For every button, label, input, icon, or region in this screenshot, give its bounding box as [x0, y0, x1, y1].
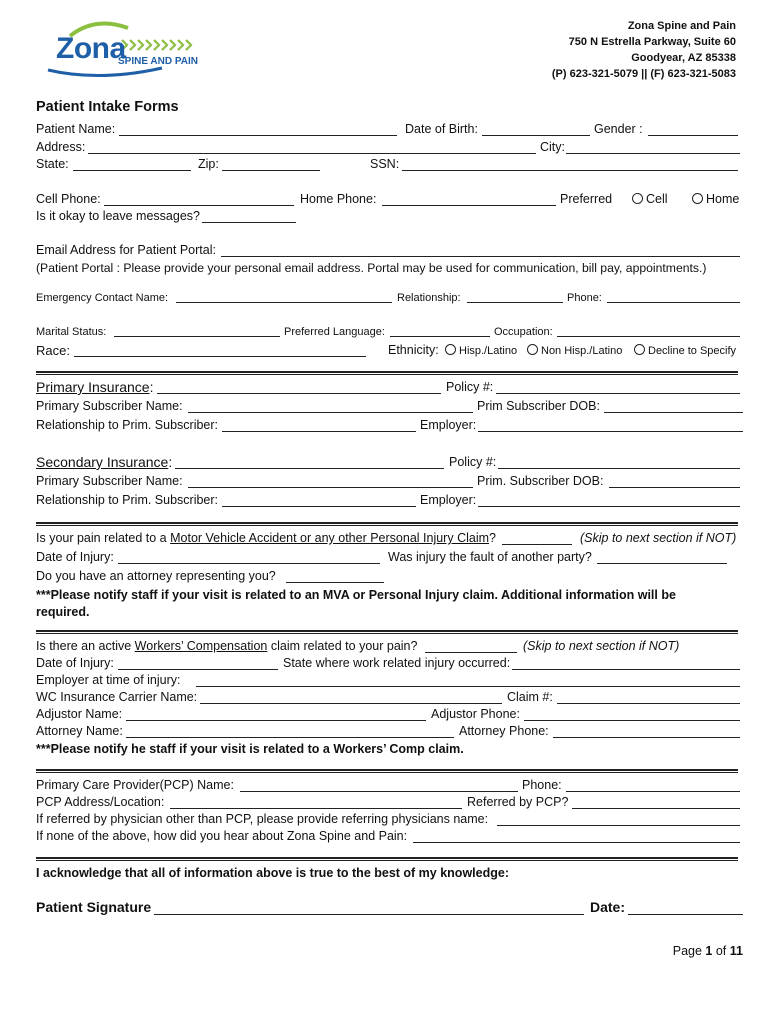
- secondary-subscriber-field[interactable]: [188, 487, 473, 488]
- section-divider: [36, 522, 738, 526]
- other-physician-label: If referred by physician other than PCP, please provide referring physicians name:: [36, 812, 489, 826]
- wc-question-pre: Is there an active: [36, 639, 135, 653]
- pcp-referred-field[interactable]: [572, 808, 740, 809]
- wc-carrier-field[interactable]: [200, 703, 502, 704]
- primary-relationship-label: Relationship to Prim. Subscriber:: [36, 418, 219, 432]
- radio-icon: [632, 193, 643, 204]
- wc-notice: ***Please notify he staff if your visit is related to a Workers’ Comp claim.: [36, 742, 464, 756]
- mva-question-post: ?: [489, 531, 496, 545]
- primary-subscriber-dob-label: Prim Subscriber DOB:: [477, 399, 600, 413]
- section-divider: [36, 857, 738, 861]
- emergency-label: Emergency Contact Name:: [36, 292, 169, 304]
- wc-answer-field[interactable]: [425, 652, 517, 653]
- pcp-address-label: PCP Address/Location:: [36, 795, 165, 809]
- language-label: Preferred Language:: [284, 326, 385, 338]
- section-divider: [36, 371, 738, 375]
- radio-icon: [445, 344, 456, 355]
- wc-state-field[interactable]: [512, 669, 740, 670]
- preferred-label: Preferred: [560, 192, 613, 206]
- radio-icon: [692, 193, 703, 204]
- language-field[interactable]: [390, 336, 490, 337]
- logo-word: Zona: [56, 32, 126, 65]
- page-current: 1: [705, 944, 713, 958]
- email-field[interactable]: [221, 256, 740, 257]
- marital-field[interactable]: [114, 336, 280, 337]
- mva-doi-label: Date of Injury:: [36, 550, 114, 564]
- primary-insurance-field[interactable]: [157, 393, 441, 394]
- mva-fault-field[interactable]: [597, 563, 727, 564]
- signature-date-label: Date:: [590, 899, 626, 915]
- wc-doi-field[interactable]: [118, 669, 278, 670]
- wc-employer-field[interactable]: [196, 686, 740, 687]
- race-label: Race:: [36, 343, 70, 358]
- wc-adjustor-phone-field[interactable]: [524, 720, 740, 721]
- wc-question-post: claim related to your pain?: [267, 639, 418, 653]
- city-field[interactable]: [566, 153, 740, 154]
- wc-state-label: State where work related injury occurred:: [283, 656, 511, 670]
- secondary-insurance-title: Secondary Insurance: [36, 454, 169, 470]
- ssn-label: SSN:: [370, 157, 400, 171]
- primary-policy-field[interactable]: [496, 393, 740, 394]
- secondary-subscriber-dob-label: Prim. Subscriber DOB:: [477, 474, 604, 488]
- section-divider: [36, 769, 738, 773]
- email-label: Email Address for Patient Portal:: [36, 243, 216, 257]
- secondary-insurance-heading: Secondary Insurance:: [36, 454, 173, 470]
- secondary-insurance-field[interactable]: [175, 468, 444, 469]
- wc-adjustor-label: Adjustor Name:: [36, 707, 123, 721]
- gender-field[interactable]: [648, 135, 738, 136]
- mva-attorney-label: Do you have an attorney representing you?: [36, 569, 276, 583]
- signature-field[interactable]: [154, 914, 584, 915]
- city-label: City:: [540, 140, 565, 154]
- primary-insurance-heading: Primary Insurance:: [36, 379, 154, 395]
- gender-label: Gender :: [594, 122, 643, 136]
- mva-question-pre: Is your pain related to a: [36, 531, 171, 545]
- pcp-address-field[interactable]: [170, 808, 462, 809]
- cell-phone-field[interactable]: [104, 205, 294, 206]
- wc-attorney-phone-field[interactable]: [553, 737, 740, 738]
- primary-policy-label: Policy #:: [446, 380, 494, 394]
- secondary-relationship-field[interactable]: [222, 506, 416, 507]
- ethnicity-label: Ethnicity:: [388, 343, 439, 357]
- acknowledgement: I acknowledge that all of information above is true to the best of my knowledge:: [36, 866, 509, 880]
- mva-doi-field[interactable]: [118, 563, 380, 564]
- patient-name-label: Patient Name:: [36, 122, 116, 136]
- occupation-field[interactable]: [557, 336, 740, 337]
- wc-skip-note: (Skip to next section if NOT): [523, 639, 680, 653]
- radio-icon: [634, 344, 645, 355]
- emergency-phone-label: Phone:: [567, 292, 602, 304]
- occupation-label: Occupation:: [494, 326, 553, 338]
- page-number: [673, 944, 743, 959]
- wc-attorney-label: Attorney Name:: [36, 724, 123, 738]
- primary-subscriber-field[interactable]: [188, 412, 473, 413]
- pcp-phone-label: Phone:: [522, 778, 562, 792]
- page-title: Patient Intake Forms: [36, 99, 179, 115]
- mva-question: [36, 531, 496, 546]
- ethnicity-hisp-option[interactable]: [445, 344, 517, 359]
- logo-subtitle: SPINE AND PAIN: [118, 56, 199, 67]
- secondary-subscriber-dob-field[interactable]: [609, 487, 740, 488]
- preferred-home-option[interactable]: [692, 192, 739, 207]
- signature-date-field[interactable]: [628, 914, 743, 915]
- wc-question-topic: Workers’ Compensation: [134, 639, 268, 653]
- relationship-label: Relationship:: [397, 292, 461, 304]
- marital-label: Marital Status:: [36, 326, 107, 338]
- relationship-field[interactable]: [467, 302, 563, 303]
- ethnicity-nonhisp-label: Non Hisp./Latino: [541, 345, 623, 357]
- primary-employer-field[interactable]: [478, 431, 743, 432]
- signature-label: Patient Signature: [36, 899, 152, 915]
- dob-field[interactable]: [482, 135, 590, 136]
- ethnicity-decline-option[interactable]: [634, 344, 736, 359]
- primary-employer-label: Employer:: [420, 418, 477, 432]
- primary-subscriber-dob-field[interactable]: [604, 412, 743, 413]
- secondary-employer-label: Employer:: [420, 493, 477, 507]
- clinic-address-line1: 750 N Estrella Parkway, Suite 60: [568, 36, 736, 48]
- ethnicity-decline-label: Decline to Specify: [648, 345, 737, 357]
- page-total: 11: [729, 944, 743, 958]
- secondary-policy-field[interactable]: [498, 468, 740, 469]
- patient-name-field[interactable]: [119, 135, 397, 136]
- clinic-address: [552, 18, 736, 82]
- pcp-name-label: Primary Care Provider(PCP) Name:: [36, 778, 234, 792]
- home-phone-field[interactable]: [382, 205, 556, 206]
- ssn-field[interactable]: [402, 170, 738, 171]
- referral-source-label: If none of the above, how did you hear about Zona Spine and Pain:: [36, 829, 408, 843]
- mva-notice-line1: ***Please notify staff if your visit is related to an MVA or Personal Injury claim. Additional information will be: [36, 588, 676, 602]
- secondary-employer-field[interactable]: [478, 506, 740, 507]
- wc-attorney-field[interactable]: [126, 737, 454, 738]
- wc-employer-label: Employer at time of injury:: [36, 673, 181, 687]
- wc-question: [36, 639, 417, 654]
- other-physician-field[interactable]: [497, 825, 740, 826]
- primary-subscriber-label: Primary Subscriber Name:: [36, 399, 183, 413]
- wc-claim-label: Claim #:: [507, 690, 553, 704]
- state-label: State:: [36, 157, 69, 171]
- preferred-cell-label: Cell: [646, 192, 668, 206]
- wc-adjustor-field[interactable]: [126, 720, 426, 721]
- wc-adjustor-phone-label: Adjustor Phone:: [431, 707, 520, 721]
- emergency-field[interactable]: [176, 302, 392, 303]
- ethnicity-nonhisp-option[interactable]: [527, 344, 622, 359]
- ethnicity-hisp-label: Hisp./Latino: [459, 345, 518, 357]
- messages-field[interactable]: [202, 222, 296, 223]
- mva-notice-line2: required.: [36, 605, 90, 619]
- wc-attorney-phone-label: Attorney Phone:: [459, 724, 549, 738]
- primary-relationship-field[interactable]: [222, 431, 416, 432]
- zip-field[interactable]: [222, 170, 320, 171]
- radio-icon: [527, 344, 538, 355]
- mva-question-topic: Motor Vehicle Accident or any other Personal Injury Claim: [170, 531, 490, 545]
- pcp-name-field[interactable]: [240, 791, 518, 792]
- clinic-logo: [40, 18, 210, 80]
- pcp-referred-label: Referred by PCP?: [467, 795, 569, 809]
- cell-phone-label: Cell Phone:: [36, 192, 101, 206]
- address-label: Address:: [36, 140, 86, 154]
- email-note: (Patient Portal : Please provide your personal email address. Portal may be used for communication, bill pay, appointments.): [36, 261, 707, 275]
- mva-answer-field[interactable]: [502, 544, 572, 545]
- referral-source-field[interactable]: [413, 842, 740, 843]
- dob-label: Date of Birth:: [405, 122, 478, 136]
- wc-doi-label: Date of Injury:: [36, 656, 114, 670]
- home-phone-label: Home Phone:: [300, 192, 377, 206]
- race-field[interactable]: [74, 356, 366, 357]
- preferred-home-label: Home: [706, 192, 740, 206]
- mva-fault-label: Was injury the fault of another party?: [388, 550, 592, 564]
- emergency-phone-field[interactable]: [607, 302, 740, 303]
- preferred-cell-option[interactable]: [632, 192, 668, 207]
- wc-claim-field[interactable]: [557, 703, 740, 704]
- address-field[interactable]: [88, 153, 536, 154]
- mva-attorney-field[interactable]: [286, 582, 384, 583]
- pcp-phone-field[interactable]: [566, 791, 740, 792]
- zip-label: Zip:: [198, 157, 219, 171]
- page-label: Page: [672, 944, 702, 958]
- secondary-subscriber-label: Primary Subscriber Name:: [36, 474, 183, 488]
- mva-skip-note: (Skip to next section if NOT): [580, 531, 737, 545]
- clinic-name: Zona Spine and Pain: [627, 20, 736, 32]
- page-of: of: [715, 944, 727, 958]
- section-divider: [36, 630, 738, 634]
- clinic-address-line2: Goodyear, AZ 85338: [631, 52, 736, 64]
- clinic-phones: (P) 623-321-5079 || (F) 623-321-5083: [551, 68, 736, 80]
- secondary-policy-label: Policy #:: [449, 455, 497, 469]
- secondary-relationship-label: Relationship to Prim. Subscriber:: [36, 493, 219, 507]
- primary-insurance-title: Primary Insurance: [36, 379, 150, 395]
- wc-carrier-label: WC Insurance Carrier Name:: [36, 690, 198, 704]
- messages-label: Is it okay to leave messages?: [36, 209, 200, 223]
- state-field[interactable]: [73, 170, 191, 171]
